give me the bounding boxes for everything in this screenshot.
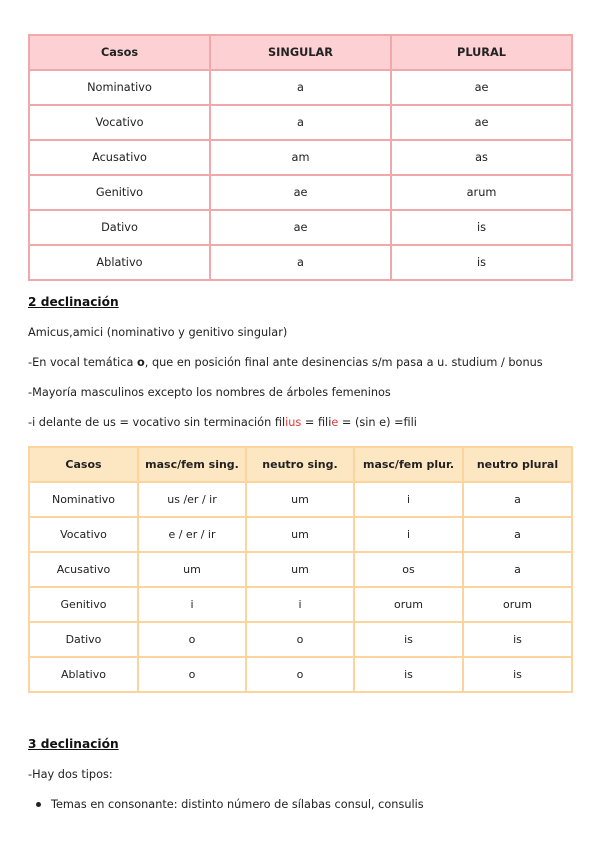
table-cell: i: [246, 587, 354, 622]
table-row: [29, 105, 572, 140]
table-header-cell: neutro plural: [463, 447, 572, 482]
table-cell: a: [210, 245, 391, 280]
highlight-text: ius: [285, 416, 302, 429]
table-cell: Acusativo: [29, 140, 210, 175]
table-row: [29, 622, 572, 657]
table-cell: um: [246, 552, 354, 587]
table-cell: os: [354, 552, 463, 587]
table-header-cell: Casos: [29, 35, 210, 70]
table-cell: Ablativo: [29, 245, 210, 280]
table-cell: orum: [354, 587, 463, 622]
table-cell: a: [210, 70, 391, 105]
table-cell: is: [354, 622, 463, 657]
table-header-cell: SINGULAR: [210, 35, 391, 70]
table-cell: i: [354, 517, 463, 552]
table-cell: um: [138, 552, 246, 587]
paragraph: [28, 416, 417, 429]
section-heading-3: 3 declinación: [28, 737, 119, 751]
table-cell: ae: [391, 70, 572, 105]
table-row: [29, 482, 572, 517]
table-row: [29, 552, 572, 587]
first-declension-table: [28, 34, 573, 281]
paragraph: Amicus,amici (nominativo y genitivo singular): [28, 326, 288, 339]
table-cell: as: [391, 140, 572, 175]
table-cell: o: [138, 657, 246, 692]
table-cell: Nominativo: [29, 482, 138, 517]
table-cell: orum: [463, 587, 572, 622]
bold-text: o: [137, 356, 145, 369]
text-run: = fili: [301, 416, 332, 429]
table-cell: ae: [210, 175, 391, 210]
table-header-row: [29, 447, 572, 482]
text-run: , que en posición final ante desinencias s/m pasa a u. studium / bonus: [144, 356, 543, 369]
table-cell: is: [463, 622, 572, 657]
table-cell: i: [138, 587, 246, 622]
section-heading-2: 2 declinación: [28, 295, 119, 309]
table-cell: arum: [391, 175, 572, 210]
table-cell: ae: [210, 210, 391, 245]
table-cell: Dativo: [29, 622, 138, 657]
table-header-cell: neutro sing.: [246, 447, 354, 482]
table-header-cell: PLURAL: [391, 35, 572, 70]
table-cell: is: [463, 657, 572, 692]
table-cell: e / er / ir: [138, 517, 246, 552]
table-cell: Vocativo: [29, 105, 210, 140]
table-cell: a: [463, 482, 572, 517]
table-cell: ae: [391, 105, 572, 140]
table-row: [29, 517, 572, 552]
table-cell: i: [354, 482, 463, 517]
table-header-cell: Casos: [29, 447, 138, 482]
table-cell: Genitivo: [29, 587, 138, 622]
second-declension-table: [28, 446, 573, 693]
table-cell: a: [210, 105, 391, 140]
table-row: [29, 140, 572, 175]
list-item: [36, 798, 424, 811]
table-cell: o: [246, 657, 354, 692]
table-row: [29, 587, 572, 622]
highlight-text: e: [331, 416, 339, 429]
table-cell: a: [463, 517, 572, 552]
table-row: [29, 175, 572, 210]
table-header-cell: masc/fem plur.: [354, 447, 463, 482]
table-row: [29, 657, 572, 692]
table-header-row: [29, 35, 572, 70]
table-cell: am: [210, 140, 391, 175]
table-header-cell: masc/fem sing.: [138, 447, 246, 482]
table-cell: Ablativo: [29, 657, 138, 692]
table-row: [29, 70, 572, 105]
text-run: = (sin e) =fili: [338, 416, 417, 429]
table-cell: Nominativo: [29, 70, 210, 105]
paragraph: [28, 356, 543, 369]
table-cell: Dativo: [29, 210, 210, 245]
table-cell: us /er / ir: [138, 482, 246, 517]
table-cell: is: [391, 210, 572, 245]
table-cell: Genitivo: [29, 175, 210, 210]
list-item-text: Temas en consonante: distinto número de sílabas consul, consulis: [51, 798, 424, 811]
table-row: [29, 245, 572, 280]
table-cell: Acusativo: [29, 552, 138, 587]
paragraph: -Hay dos tipos:: [28, 768, 113, 781]
text-run: -En vocal temática: [28, 356, 138, 369]
table-cell: a: [463, 552, 572, 587]
table-cell: is: [391, 245, 572, 280]
bullet-icon: [36, 802, 41, 807]
table-cell: Vocativo: [29, 517, 138, 552]
paragraph: -Mayoría masculinos excepto los nombres de árboles femeninos: [28, 386, 391, 399]
table-row: [29, 210, 572, 245]
table-cell: o: [138, 622, 246, 657]
table-cell: um: [246, 482, 354, 517]
text-run: -i delante de us = vocativo sin terminación fil: [28, 416, 286, 429]
table-cell: o: [246, 622, 354, 657]
table-cell: um: [246, 517, 354, 552]
table-cell: is: [354, 657, 463, 692]
